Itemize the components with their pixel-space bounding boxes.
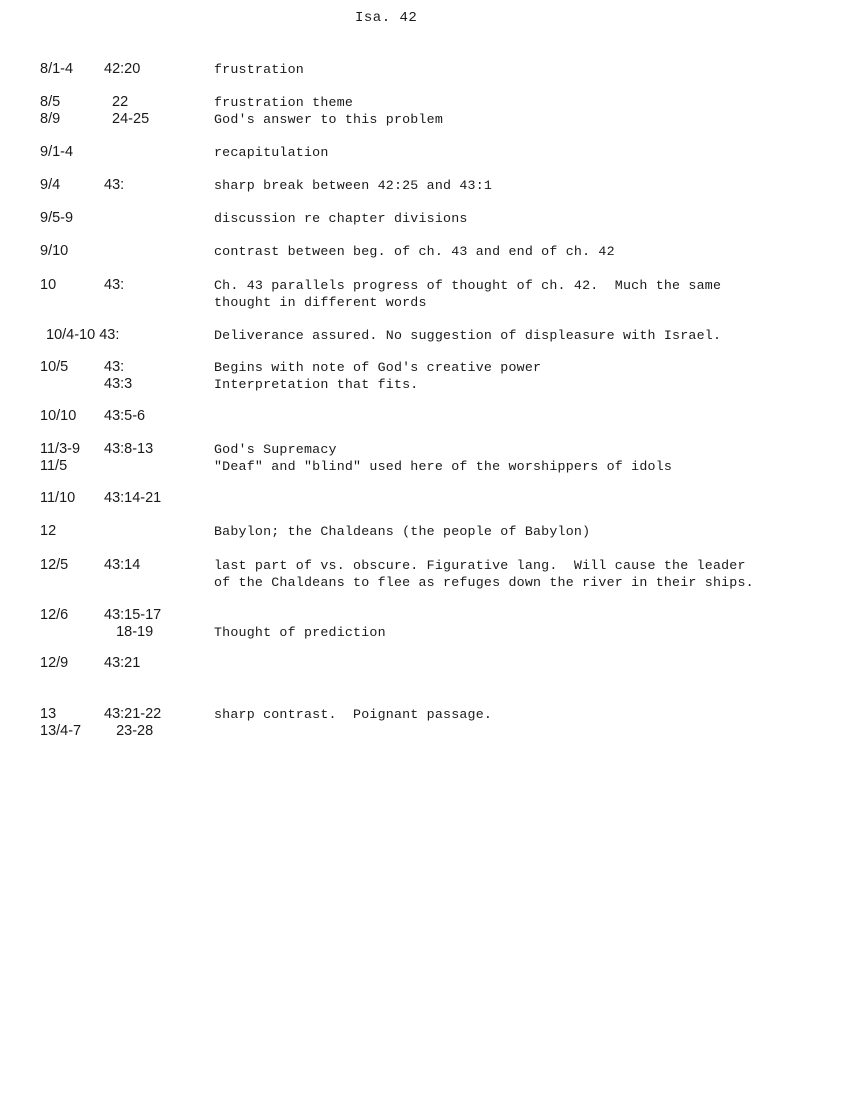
note-cell: Deliverance assured. No suggestion of displeasure with Israel. <box>214 328 722 343</box>
reference-cell: 9/4 <box>40 177 61 193</box>
verse-cell: 43:5-6 <box>104 408 146 424</box>
page-title: Isa. 42 <box>355 10 418 26</box>
reference-cell: 12/9 <box>40 655 69 671</box>
reference-cell: 12 <box>40 523 57 539</box>
note-cell: contrast between beg. of ch. 43 and end of ch. 42 <box>214 244 615 259</box>
reference-cell: 13 13/4-7 <box>40 706 82 739</box>
verse-cell: 43:14 <box>104 557 141 573</box>
reference-cell: 8/1-4 <box>40 61 74 77</box>
reference-cell: 9/10 <box>40 243 69 259</box>
reference-cell: 10/5 <box>40 359 69 375</box>
verse-cell: 22 24-25 <box>104 94 150 127</box>
note-cell: sharp contrast. Poignant passage. <box>214 707 493 722</box>
verse-cell: 43: <box>104 277 125 293</box>
note-cell: frustration theme God's answer to this problem <box>214 95 444 127</box>
reference-cell: 12/5 <box>40 557 69 573</box>
reference-cell: 9/5-9 <box>40 210 74 226</box>
verse-cell: 42:20 <box>104 61 141 77</box>
note-cell: Babylon; the Chaldeans (the people of Babylon) <box>214 524 591 539</box>
reference-cell: 8/5 8/9 <box>40 94 61 127</box>
reference-cell: 11/3-9 11/5 <box>40 441 81 474</box>
note-cell: recapitulation <box>214 145 329 160</box>
reference-cell: 10 <box>40 277 57 293</box>
note-cell: sharp break between 42:25 and 43:1 <box>214 178 493 193</box>
verse-cell: 43: 43:3 <box>104 359 133 392</box>
note-cell: discussion re chapter divisions <box>214 211 468 226</box>
note-cell: God's Supremacy "Deaf" and "blind" used here of the worshippers of idols <box>214 442 673 474</box>
verse-cell: 43:21-22 23-28 <box>104 706 162 739</box>
verse-cell: 43:21 <box>104 655 141 671</box>
verse-cell: 43:15-17 18-19 <box>104 607 162 640</box>
reference-cell: 10/10 <box>40 408 77 424</box>
note-cell: frustration <box>214 62 304 77</box>
note-cell: last part of vs. obscure. Figurative lang. Will cause the leader of the Chaldeans to flee as refuges down the river in their ships. <box>214 558 754 590</box>
verse-cell: 43:8-13 <box>104 441 154 457</box>
reference-cell: 12/6 <box>40 607 69 623</box>
note-cell: Ch. 43 parallels progress of thought of ch. 42. Much the same thought in different words <box>214 278 722 310</box>
reference-cell: 9/1-4 <box>40 144 74 160</box>
verse-cell: 43:14-21 <box>104 490 162 506</box>
verse-cell: 43: <box>104 177 125 193</box>
note-cell: Begins with note of God's creative power Interpretation that fits. <box>214 360 542 392</box>
reference-cell: 11/10 <box>40 490 76 506</box>
reference-cell: 10/4-10 43: <box>46 327 120 343</box>
note-cell: Thought of prediction <box>214 625 386 640</box>
